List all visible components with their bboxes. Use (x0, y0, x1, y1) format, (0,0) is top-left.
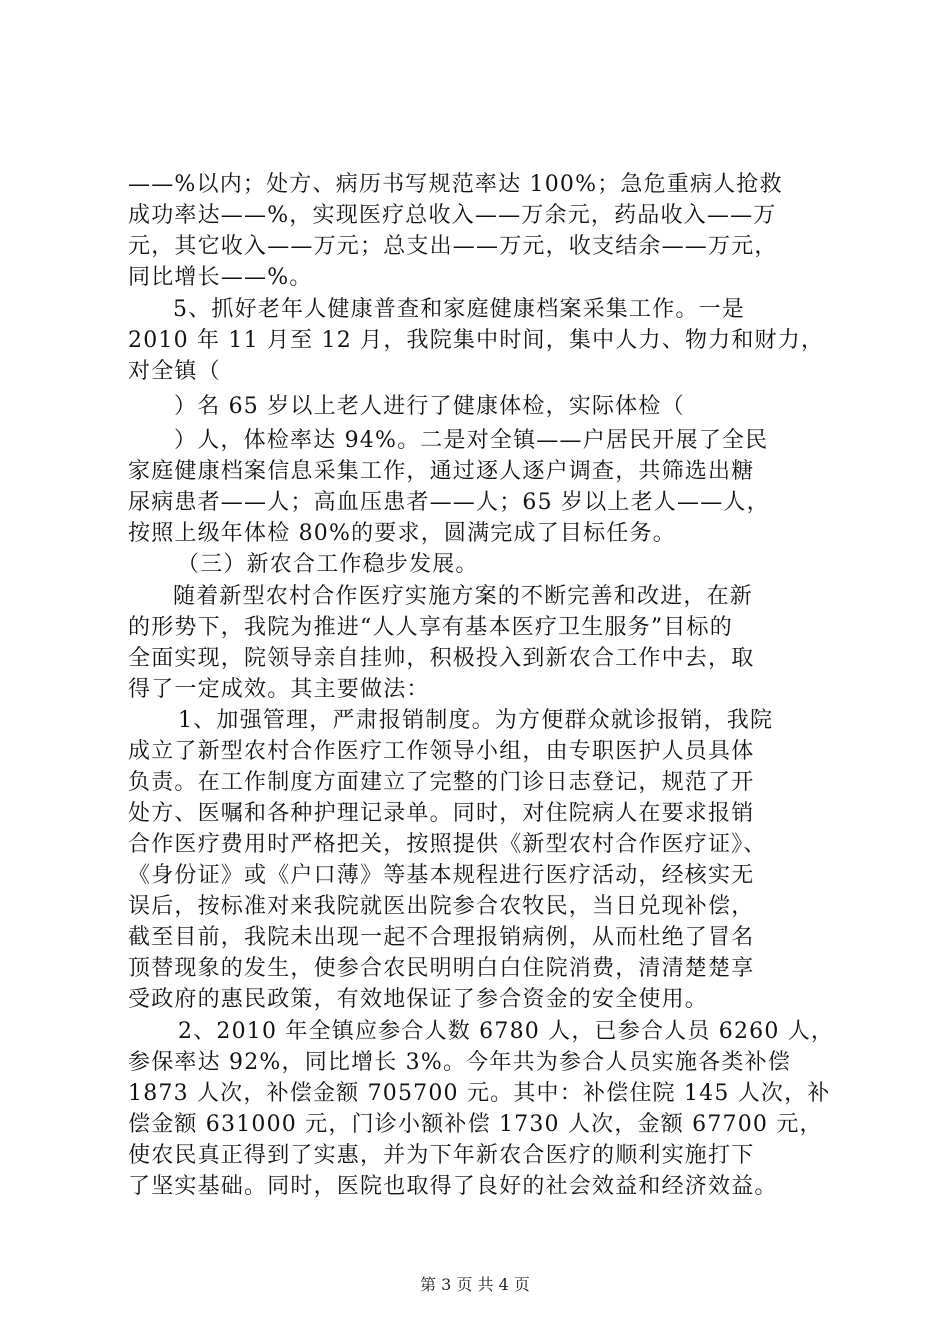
text-line: 《身份证》或《户口薄》等基本规程进行医疗活动，经核实无 (128, 863, 755, 888)
text-line: 顶替现象的发生，使参合农民明明白白住院消费，清清楚楚享 (128, 956, 755, 981)
text-line: 了坚实基础。同时，医院也取得了良好的社会效益和经济效益。 (128, 1174, 778, 1199)
text-line: 成立了新型农村合作医疗工作领导小组，由专职医护人员具体 (128, 739, 755, 764)
text-line: ）名 65 岁以上老人进行了健康体检，实际体检（ (174, 394, 685, 419)
text-line: 尿病患者——人；高血压患者——人；65 岁以上老人——人， (128, 490, 770, 515)
text-line: 按照上级年体检 80%的要求，圆满完成了目标任务。 (128, 521, 676, 546)
text-line: 2010 年 11 月至 12 月，我院集中时间，集中人力、物力和财力， (128, 328, 825, 353)
page-number-footer: 第 3 页 共 4 页 (420, 1275, 530, 1294)
text-line: 家庭健康档案信息采集工作，通过逐人逐户调查，共筛选出糖 (128, 459, 755, 484)
text-line: 5、抓好老年人健康普查和家庭健康档案采集工作。一是 (173, 297, 745, 322)
text-line: 成功率达——%，实现医疗总收入——万余元，药品收入——万 (128, 203, 777, 228)
text-line: 的形势下，我院为推进“人人享有基本医疗卫生服务”目标的 (128, 615, 733, 640)
text-line: 同比增长——%。 (128, 265, 313, 290)
text-line: 处方、医嘱和各种护理记录单。同时，对住院病人在要求报销 (128, 801, 755, 826)
text-line: ——%以内；处方、病历书写规范率达 100%；急危重病人抢救 (128, 172, 783, 197)
text-line: 误后，按标准对来我院就医出院参合农牧民，当日兑现补偿， (128, 894, 755, 919)
text-line: 偿金额 631000 元，门诊小额补偿 1730 人次，金额 67700 元， (128, 1112, 823, 1137)
text-line: 合作医疗费用时严格把关，按照提供《新型农村合作医疗证》、 (128, 832, 767, 857)
text-line: 随着新型农村合作医疗实施方案的不断完善和改进，在新 (173, 584, 754, 609)
text-line: 截至目前，我院未出现一起不合理报销病例，从而杜绝了冒名 (128, 925, 755, 950)
section-heading: （三）新农合工作稳步发展。 (177, 552, 479, 577)
text-line: 2、2010 年全镇应参合人数 6780 人，已参合人员 6260 人， (178, 1019, 835, 1044)
text-line: ）人，体检率达 94%。二是对全镇——户居民开展了全民 (174, 428, 769, 453)
text-line: 使农民真正得到了实惠，并为下年新农合医疗的顺利实施打下 (128, 1143, 755, 1168)
text-line: 负责。在工作制度方面建立了完整的门诊日志登记，规范了开 (128, 770, 755, 795)
text-line: 得了一定成效。其主要做法： (128, 677, 430, 702)
text-line: 全面实现，院领导亲自挂帅，积极投入到新农合工作中去，取 (128, 646, 755, 671)
text-line: 受政府的惠民政策，有效地保证了参合资金的安全使用。 (128, 987, 709, 1012)
text-line: 1、加强管理，严肃报销制度。为方便群众就诊报销，我院 (178, 708, 774, 733)
text-line: 元，其它收入——万元；总支出——万元，收支结余——万元， (128, 234, 778, 259)
text-line: 对全镇（ (128, 359, 221, 384)
text-line: 1873 人次，补偿金额 705700 元。其中：补偿住院 145 人次，补 (128, 1081, 831, 1106)
text-line: 参保率达 92%，同比增长 3%。今年共为参合人员实施各类补偿 (128, 1050, 791, 1075)
